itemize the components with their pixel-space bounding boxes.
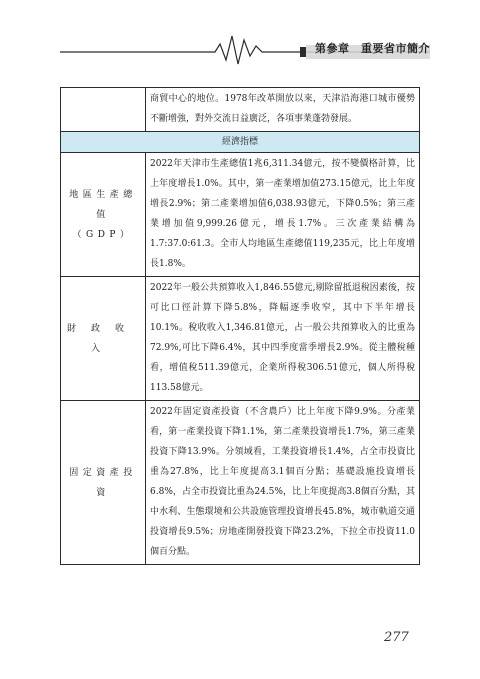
row-label-fiscal xyxy=(61,277,146,401)
row-text-gdp: 2022年天津市生產總值1兆6,311.34億元，按不變價格計算，比上年度增長1.0%。其中，第一產業增加值273.15億元，比上年度增長2.9%；第二產業增加值6,038.93億元，下降0.5%；第三產業增加值9,999.26億元，增長1.7%。三次產業結構為1.7:37.0:61.3。全市人均地區生產總值119,235元，比上年度增長1.8%。 xyxy=(146,153,420,277)
intro-text: 商貿中心的地位。1978年改革開放以來，天津沿海港口城市優勢不斷增強，對外交流日益廣泛，各項事業蓬勃發展。 xyxy=(146,88,420,132)
row-label-fiscal-text: 財政收入 xyxy=(66,323,139,354)
empty-label-cell xyxy=(61,88,146,132)
page-number: 277 xyxy=(384,630,409,645)
table-row xyxy=(61,132,420,153)
heartbeat-line-decoration xyxy=(0,0,480,70)
row-label-gdp-line2: （GDP） xyxy=(72,229,134,240)
section-title: 經濟指標 xyxy=(61,132,420,153)
row-label-investment xyxy=(61,401,146,565)
page-header xyxy=(0,0,480,70)
table-row xyxy=(61,277,420,401)
row-label-investment-text: 固定資產投資 xyxy=(69,467,137,498)
row-label-gdp-line1: 地區生產總值 xyxy=(69,189,137,220)
economic-indicators-table xyxy=(60,87,420,565)
table-row xyxy=(61,88,420,132)
table-row xyxy=(61,153,420,277)
row-label-gdp xyxy=(61,153,146,277)
chapter-title: 第參章 重要省市簡介 xyxy=(315,42,430,55)
row-text-investment: 2022年固定資產投資（不含農戶）比上年度下降9.9%。分產業看，第一產業投資下降1.1%，第二產業投資增長1.7%，第三產業投資下降13.9%。分領域看，工業投資增長1.4%，占全市投資比重為27.8%，比上年度提高3.1個百分點；基礎設施投資增長6.8%，占全市投資比重為24.5%，比上年度提高3.8個百分點，其中水利、生態環境和公共設施管理投資增長45.8%，城市軌道交通投資增長9.5%；房地產開發投資下降23.2%，下拉全市投資11.0個百分點。 xyxy=(146,401,420,565)
row-text-fiscal: 2022年一般公共預算收入1,846.55億元,剔除留抵退稅因素後，按可比口徑計算下降5.8%，降幅逐季收窄，其中下半年增長10.1%。稅收收入1,346.81億元，占一般公共預算收入的比重為72.9%,可比下降6.4%，其中四季度當季增長2.9%。從主體稅種看，增值稅511.39億元，企業所得稅306.51億元，個人所得稅113.58億元。 xyxy=(146,277,420,401)
table-row xyxy=(61,401,420,565)
